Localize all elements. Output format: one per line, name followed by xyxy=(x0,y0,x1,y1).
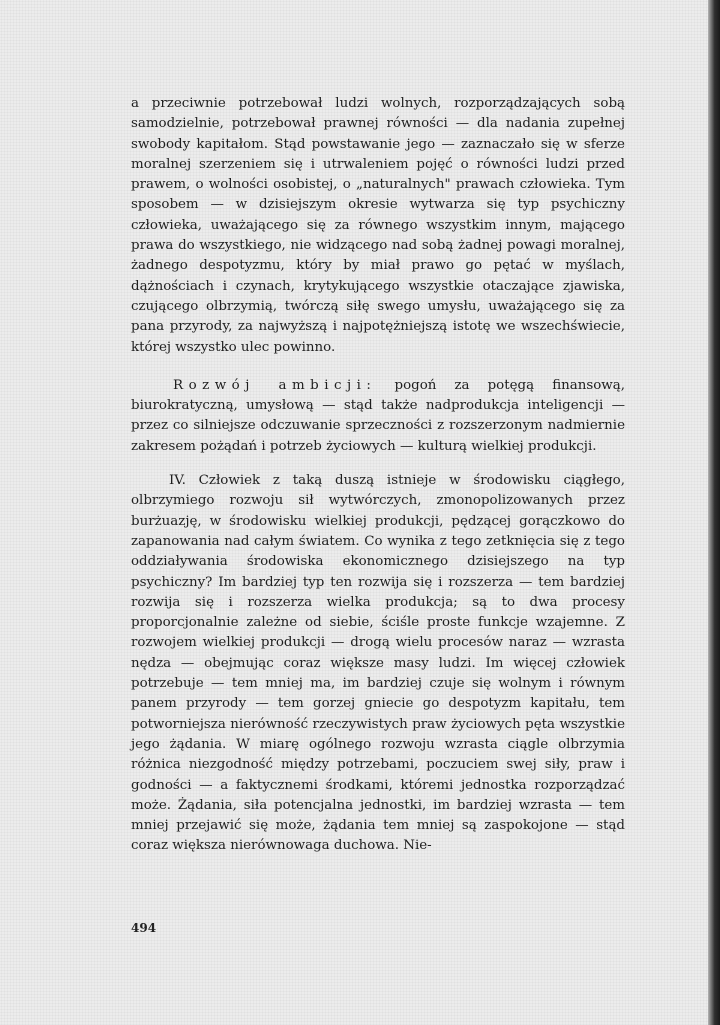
page-edge-shadow xyxy=(708,0,720,1025)
paragraph-ambition-body: pogoń za potęgą finansową, biurokratyczną, umysłową — stąd także nadprodukcja inteligencji — przez co silniejsze odczuwanie sprzeczności z rozszerzonym nadmiernie zakresem pożądań i potrzeb życiowych — kulturą wielkiej produkcji. xyxy=(131,377,625,454)
spaced-heading: Rozwój ambicji: xyxy=(173,377,377,393)
paragraph-intro: a przeciwnie potrzebował ludzi wolnych, rozporządzających sobą samodzielnie, potrzebował prawnej równości — dla nadania zupełnej swobody kapitałom. Stąd powstawanie jego — zaznaczało się w sferze moralnej szerzeniem się i utrwaleniem pojęć o równości ludzi przed prawem, o wolności osobistej, o „naturalnych" prawach człowieka. Tym sposobem — w dzisiejszym okresie wytwarza się typ psychiczny człowieka, uważającego się za równego wszystkim innym, mającego prawa do wszystkiego, nie widzącego nad sobą żadnej powagi moralnej, żadnego despotyzmu, który by miał prawo go pętać w myślach, dążnościach i czynach, krytykującego wszystkie otaczające zjawiska, czującego olbrzymią, twórczą siłę swego umysłu, uważającego się za pana przyrody, za najwyższą i najpotężniejszą istotę we wszechświecie, której wszystko ulec powinno. xyxy=(131,96,625,355)
page-number: 494 xyxy=(131,921,157,935)
page-body-text xyxy=(131,94,625,857)
paragraph-ambition xyxy=(131,376,625,457)
paragraph-section-iv: IV. Człowiek z taką duszą istnieje w środowisku ciągłego, olbrzymiego rozwoju sił wytwórczych, zmonopolizowanych przez burżuazję, w środowisku wielkiej produkcji, pędzącej gorączkowo do zapanowania nad całym światem. Co wynika z tego zetknięcia się z tego oddziaływania środowiska ekonomicznego dzisiejszego na typ psychiczny? Im bardziej typ ten rozwija się i rozszerza — tem bardziej rozwija się i rozszerza wielka produkcja; są to dwa procesy proporcjonalnie zależne od siebie, ściśle proste funkcje wzajemne. Z rozwojem wielkiej produkcji — drogą wielu procesów naraz — wzrasta nędza — obejmując coraz większe masy ludzi. Im więcej człowiek potrzebuje — tem mniej ma, im bardziej czuje się wolnym i równym panem przyrody — tem gorzej gniecie go despotyzm kapitału, tem potworniejsza nierówność rzeczywistych praw życiowych pęta wszystkie jego żądania. W miarę ogólnego rozwoju wzrasta ciągle olbrzymia różnica niezgodność między potrzebami, poczuciem swej siły, praw i godności — a faktycznemi środkami, któremi jednostka rozporządzać może. Żądania, siła potencjalna jednostki, im bardziej wzrasta — tem mniej przejawić się może, żądania tem mniej są zaspokojone — stąd coraz większa nierównowaga duchowa. Nie- xyxy=(131,473,625,854)
